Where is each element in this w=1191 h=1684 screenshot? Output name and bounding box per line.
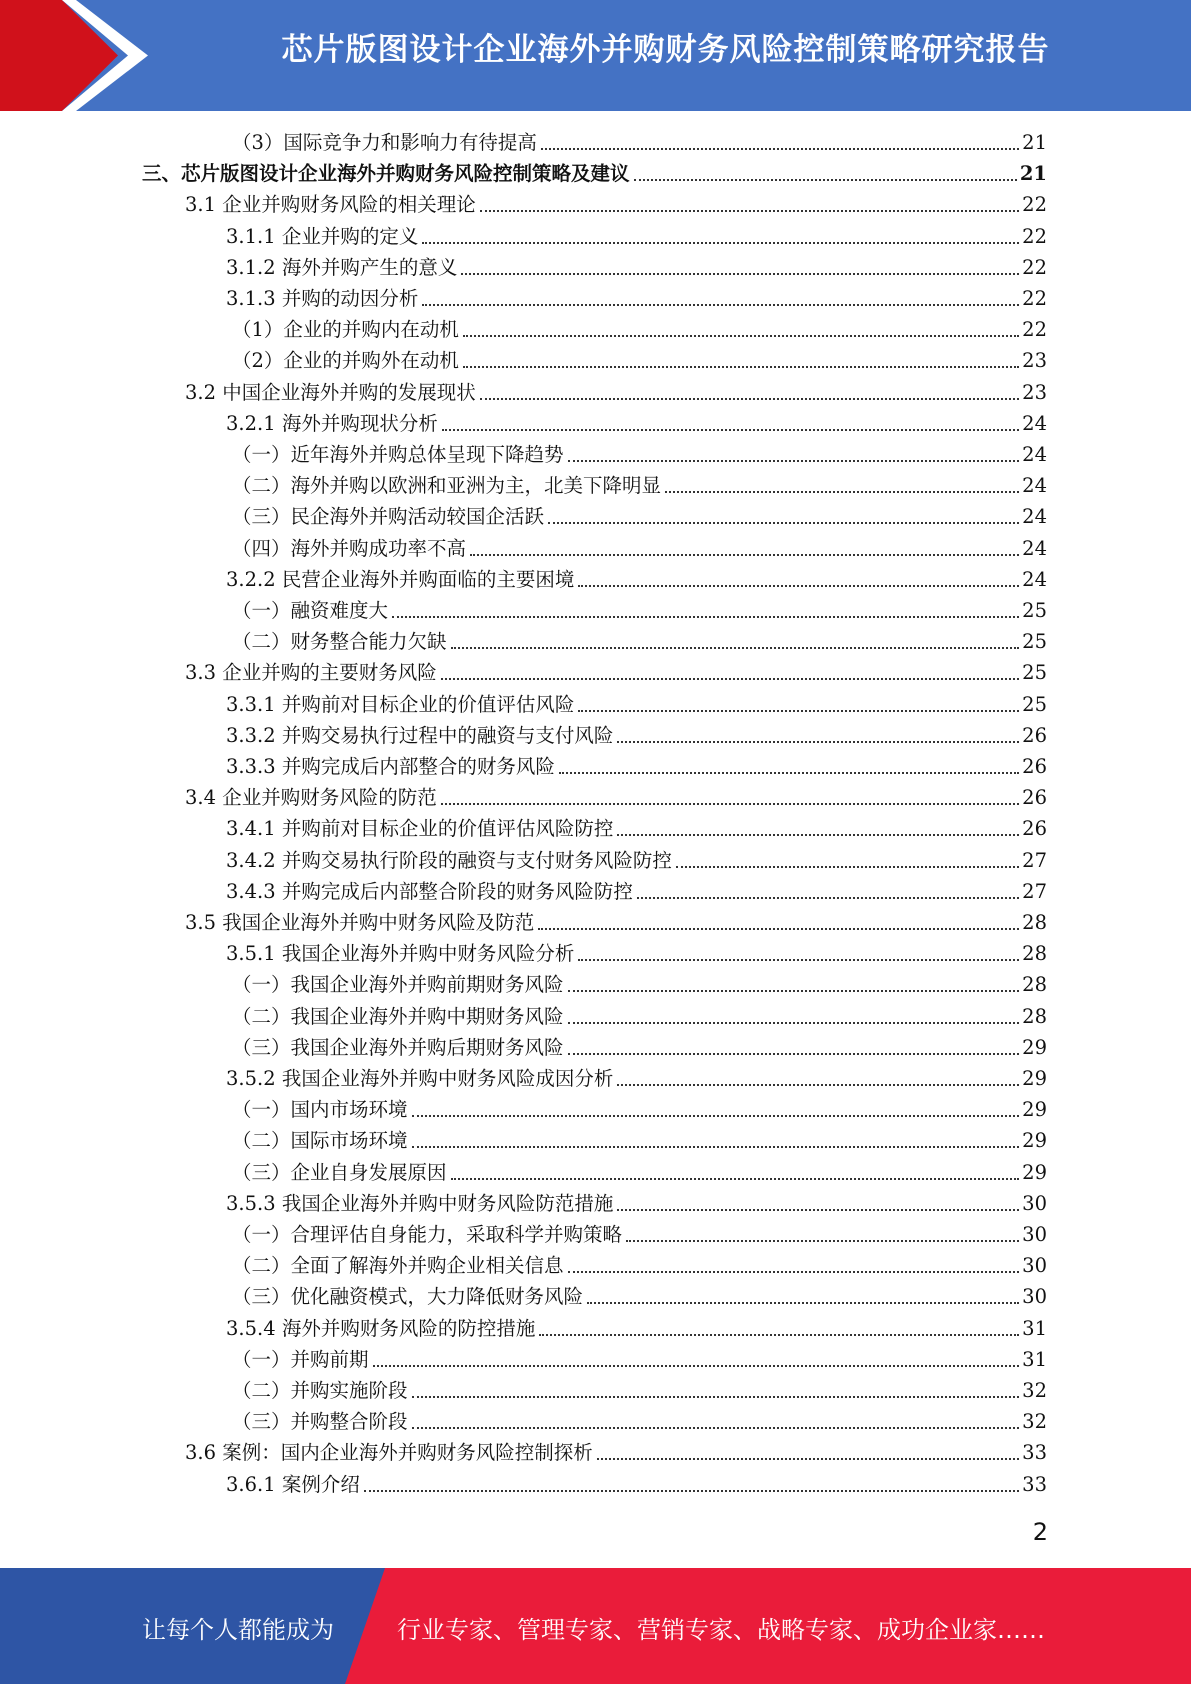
toc-entry-title: 3.6 案例：国内企业海外并购财务风险控制探析 [185,1441,593,1464]
toc-entry-page: 31 [1022,1348,1047,1371]
footer-slogan-right: 行业专家、管理专家、营销专家、战略专家、成功企业家…… [397,1616,1045,1644]
toc-entry[interactable] [185,189,1047,220]
toc-entry[interactable] [232,501,1047,532]
toc-entry-title: 3.1.2 海外并购产生的意义 [226,256,458,279]
toc-entry-page: 27 [1022,849,1047,872]
toc-entry-title: 3.5.3 我国企业海外并购中财务风险防范措施 [226,1192,614,1215]
toc-entry[interactable] [185,907,1047,938]
toc-entry-page: 29 [1022,1161,1047,1184]
toc-dot-leader [441,803,1019,805]
toc-entry[interactable] [226,1188,1047,1219]
toc-dot-leader [480,398,1019,400]
toc-entry[interactable] [232,1157,1047,1188]
toc-entry-title: 3.5.1 我国企业海外并购中财务风险分析 [226,942,575,965]
toc-dot-leader [470,554,1019,556]
toc-entry-title: （3）国际竞争力和影响力有待提高 [232,131,537,154]
toc-entry[interactable] [232,1281,1047,1312]
toc-entry-page: 29 [1022,1036,1047,1059]
toc-entry-title: （1）企业的并购内在动机 [232,318,459,341]
toc-dot-leader [548,522,1019,524]
toc-entry-page: 22 [1022,193,1047,216]
toc-entry[interactable] [226,689,1047,720]
toc-entry-page: 32 [1022,1379,1047,1402]
toc-entry-page: 31 [1022,1317,1047,1340]
toc-entry-page: 30 [1022,1192,1047,1215]
toc-dot-leader [461,273,1019,275]
toc-entry-title: （三）优化融资模式，大力降低财务风险 [232,1285,584,1308]
toc-dot-leader [578,959,1019,961]
toc-dot-leader [568,1271,1020,1273]
toc-entry-page: 25 [1022,693,1047,716]
toc-entry[interactable] [232,595,1047,626]
toc-entry-title: 3.1.3 并购的动因分析 [226,287,419,310]
toc-entry[interactable] [226,876,1047,907]
toc-entry-page: 22 [1022,318,1047,341]
toc-entry-title: （一）国内市场环境 [232,1098,408,1121]
toc-entry-title: （一）我国企业海外并购前期财务风险 [232,973,564,996]
toc-entry[interactable] [226,751,1047,782]
toc-entry[interactable] [232,127,1047,158]
toc-dot-leader [617,1209,1019,1211]
toc-entry[interactable] [226,720,1047,751]
toc-dot-leader [412,1146,1020,1148]
toc-entry[interactable] [226,1063,1047,1094]
toc-entry-title: 3.4.1 并购前对目标企业的价值评估风险防控 [226,817,614,840]
toc-entry-title: （三）我国企业海外并购后期财务风险 [232,1036,564,1059]
toc-entry[interactable] [232,470,1047,501]
toc-dot-leader [617,834,1019,836]
toc-entry-page: 33 [1022,1441,1047,1464]
toc-dot-leader [665,491,1019,493]
toc-entry-title: 三、芯片版图设计企业海外并购财务风险控制策略及建议 [142,162,630,185]
toc-entry-page: 24 [1022,537,1047,560]
toc-entry-title: （二）我国企业海外并购中期财务风险 [232,1005,564,1028]
toc-dot-leader [441,678,1019,680]
toc-dot-leader [568,1022,1020,1024]
toc-entry-page: 24 [1022,443,1047,466]
toc-entry-page: 28 [1022,1005,1047,1028]
toc-entry[interactable] [142,158,1047,189]
toc-entry-title: （二）财务整合能力欠缺 [232,630,447,653]
toc-dot-leader [578,585,1019,587]
toc-entry-page: 24 [1022,474,1047,497]
toc-entry[interactable] [232,1406,1047,1437]
toc-entry-title: 3.2 中国企业海外并购的发展现状 [185,381,476,404]
toc-entry[interactable] [226,221,1047,252]
toc-entry-title: 3.4.2 并购交易执行阶段的融资与支付财务风险防控 [226,849,672,872]
toc-dot-leader [364,1490,1019,1492]
toc-entry-title: 3.1.1 企业并购的定义 [226,225,419,248]
toc-entry-page: 22 [1022,287,1047,310]
toc-entry-title: （一）近年海外并购总体呈现下降趋势 [232,443,564,466]
toc-entry-title: 3.3.1 并购前对目标企业的价值评估风险 [226,693,575,716]
toc-entry[interactable] [226,1469,1047,1500]
toc-dot-leader [587,1302,1019,1304]
toc-entry[interactable] [226,845,1047,876]
toc-entry[interactable] [232,1375,1047,1406]
toc-dot-leader [568,460,1020,462]
toc-entry-title: 3.3 企业并购的主要财务风险 [185,661,437,684]
toc-dot-leader [538,928,1019,930]
toc-dot-leader [626,1240,1019,1242]
toc-entry-title: （二）全面了解海外并购企业相关信息 [232,1254,564,1277]
toc-dot-leader [578,710,1019,712]
toc-entry-title: 3.3.3 并购完成后内部整合的财务风险 [226,755,555,778]
toc-entry-title: 3.6.1 案例介绍 [226,1473,360,1496]
toc-entry-title: （三）企业自身发展原因 [232,1161,447,1184]
toc-entry-title: 3.5.4 海外并购财务风险的防控措施 [226,1317,536,1340]
toc-dot-leader [568,990,1020,992]
footer-slogan-left: 让每个人都能成为 [142,1616,334,1644]
header-chevron-decoration [0,0,160,111]
toc-entry[interactable] [226,564,1047,595]
toc-entry-page: 25 [1022,630,1047,653]
toc-entry[interactable] [232,345,1047,376]
toc-entry-title: 3.3.2 并购交易执行过程中的融资与支付风险 [226,724,614,747]
toc-dot-leader [541,148,1019,150]
toc-entry[interactable] [185,377,1047,408]
toc-entry-title: （二）并购实施阶段 [232,1379,408,1402]
toc-dot-leader [597,1458,1019,1460]
toc-dot-leader [412,1115,1020,1117]
toc-dot-leader [451,1178,1020,1180]
toc-entry-page: 23 [1022,349,1047,372]
toc-entry-title: （一）合理评估自身能力，采取科学并购策略 [232,1223,623,1246]
toc-dot-leader [559,772,1019,774]
toc-entry-page: 30 [1022,1254,1047,1277]
toc-entry-title: 3.2.2 民营企业海外并购面临的主要困境 [226,568,575,591]
toc-dot-leader [568,1053,1020,1055]
toc-entry-title: （一）融资难度大 [232,599,389,622]
toc-entry-page: 24 [1022,412,1047,435]
toc-entry-page: 25 [1022,599,1047,622]
toc-entry-page: 21 [1019,162,1047,185]
toc-entry-title: 3.5 我国企业海外并购中财务风险及防范 [185,911,535,934]
toc-entry-page: 26 [1022,755,1047,778]
toc-entry[interactable] [232,314,1047,345]
toc-dot-leader [637,897,1019,899]
toc-entry-page: 30 [1022,1223,1047,1246]
toc-entry-page: 22 [1022,256,1047,279]
toc-entry-page: 23 [1022,381,1047,404]
toc-entry-page: 22 [1022,225,1047,248]
page-number: 2 [1032,1518,1048,1546]
toc-entry-page: 27 [1022,880,1047,903]
toc-dot-leader [412,1396,1020,1398]
toc-entry-page: 21 [1022,131,1047,154]
toc-entry[interactable] [232,1219,1047,1250]
page-header [0,0,1191,111]
toc-entry[interactable] [226,252,1047,283]
toc-dot-leader [463,366,1019,368]
toc-dot-leader [422,304,1019,306]
toc-entry-page: 24 [1022,568,1047,591]
toc-dot-leader [676,866,1019,868]
toc-entry[interactable] [226,813,1047,844]
toc-entry-page: 30 [1022,1285,1047,1308]
toc-entry[interactable] [226,408,1047,439]
toc-dot-leader [539,1334,1019,1336]
toc-entry-title: （三）并购整合阶段 [232,1410,408,1433]
toc-entry-page: 24 [1022,505,1047,528]
toc-entry[interactable] [232,439,1047,470]
toc-entry-title: 3.5.2 我国企业海外并购中财务风险成因分析 [226,1067,614,1090]
toc-entry[interactable] [232,1125,1047,1156]
toc-entry-page: 26 [1022,786,1047,809]
toc-entry[interactable] [232,969,1047,1000]
toc-entry-title: 3.4.3 并购完成后内部整合阶段的财务风险防控 [226,880,633,903]
toc-entry-page: 26 [1022,724,1047,747]
toc-entry[interactable] [232,1250,1047,1281]
toc-entry[interactable] [232,1001,1047,1032]
toc-entry[interactable] [226,1313,1047,1344]
toc-entry-title: （2）企业的并购外在动机 [232,349,459,372]
toc-entry-title: （二）国际市场环境 [232,1129,408,1152]
toc-entry[interactable] [185,782,1047,813]
toc-entry-title: （三）民企海外并购活动较国企活跃 [232,505,545,528]
toc-entry-page: 29 [1022,1098,1047,1121]
toc-entry-title: （四）海外并购成功率不高 [232,537,467,560]
toc-entry[interactable] [232,1032,1047,1063]
toc-entry[interactable] [185,657,1047,688]
toc-dot-leader [617,1084,1019,1086]
toc-entry[interactable] [232,1344,1047,1375]
toc-entry-page: 33 [1022,1473,1047,1496]
toc-entry-title: 3.2.1 海外并购现状分析 [226,412,438,435]
toc-dot-leader [392,616,1019,618]
toc-entry[interactable] [232,1094,1047,1125]
toc-entry-page: 26 [1022,817,1047,840]
toc-dot-leader [617,741,1019,743]
toc-dot-leader [463,335,1019,337]
toc-dot-leader [442,429,1019,431]
toc-entry[interactable] [185,1437,1047,1468]
toc-entry[interactable] [226,938,1047,969]
toc-entry[interactable] [226,283,1047,314]
toc-dot-leader [412,1427,1020,1429]
toc-dot-leader [373,1365,1020,1367]
toc-dot-leader [451,647,1020,649]
toc-entry-title: （一）并购前期 [232,1348,369,1371]
toc-entry-page: 28 [1022,942,1047,965]
toc-entry-page: 28 [1022,973,1047,996]
toc-entry-title: 3.4 企业并购财务风险的防范 [185,786,437,809]
toc-entry[interactable] [232,533,1047,564]
toc-entry-page: 32 [1022,1410,1047,1433]
toc-entry-page: 29 [1022,1129,1047,1152]
toc-dot-leader [422,242,1019,244]
toc-entry-title: （二）海外并购以欧洲和亚洲为主，北美下降明显 [232,474,662,497]
toc-entry-page: 25 [1022,661,1047,684]
toc-dot-leader [634,179,1017,181]
toc-entry[interactable] [232,626,1047,657]
toc-entry-page: 28 [1022,911,1047,934]
report-title: 芯片版图设计企业海外并购财务风险控制策略研究报告 [281,32,1050,68]
toc-entry-page: 29 [1022,1067,1047,1090]
toc-entry-title: 3.1 企业并购财务风险的相关理论 [185,193,476,216]
toc-dot-leader [480,210,1019,212]
